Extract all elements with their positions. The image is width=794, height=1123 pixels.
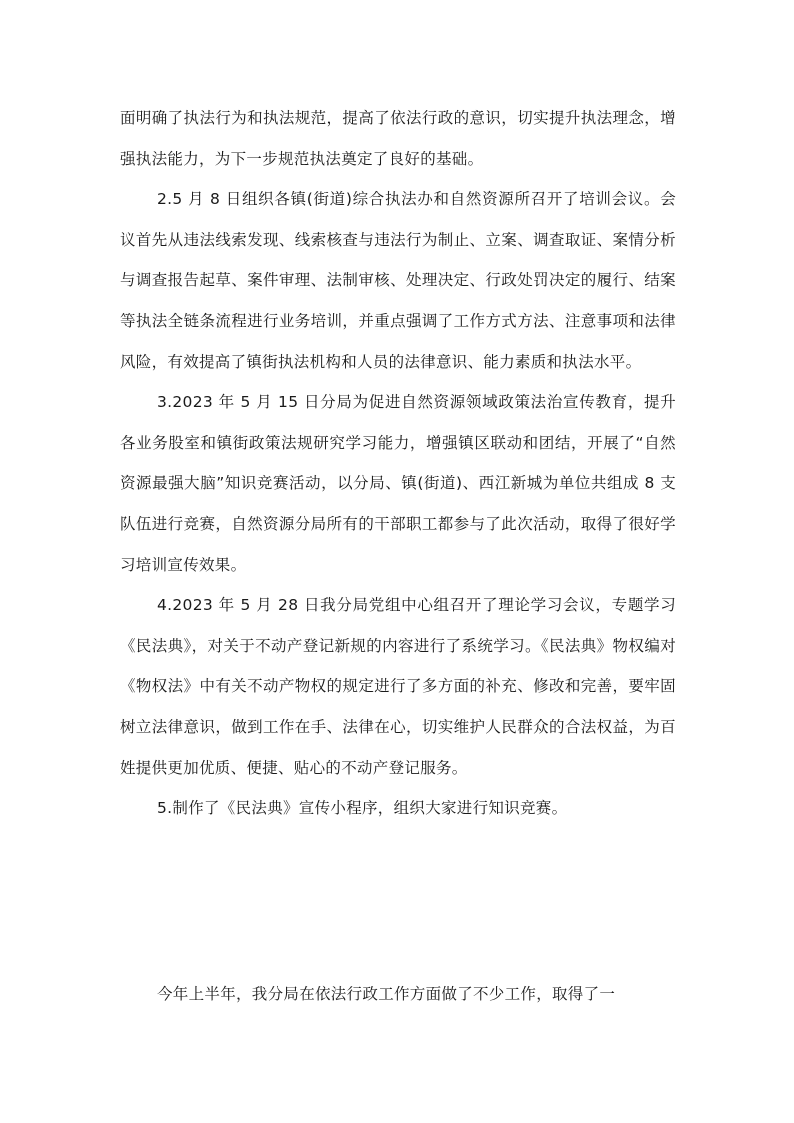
paragraph-item-3: 3.2023 年 5 月 15 日分局为促进自然资源领域政策法治宣传教育，提升各业务股室和镇街政策法规研究学习能力，增强镇区联动和团结，开展了“自然资源最强大脑”知识竞赛活动，以分局、镇(街道)、西江新城为单位共组成 8 支队伍进行竞赛，自然资源分局所有的干部职工都参与了此次活动，取得了很好学习培训宣传效果。 [120, 393, 676, 574]
paragraph-item-5: 5.制作了《民法典》宣传小程序，组织大家进行知识竞赛。 [157, 799, 568, 818]
closing-paragraph: 今年上半年，我分局在依法行政工作方面做了不少工作，取得了一 [157, 985, 616, 1003]
paragraph-continuation: 面明确了执法行为和执法规范，提高了依法行政的意识，切实提升执法理念，增强执法能力，为下一步规范执法奠定了良好的基础。 [120, 109, 676, 168]
paragraph-item-4: 4.2023 年 5 月 28 日我分局党组中心组召开了理论学习会议，专题学习《民法典》，对关于不动产登记新规的内容进行了系统学习。《民法典》物权编对《物权法》中有关不动产物权的规定进行了多方面的补充、修改和完善，要牢固树立法律意识，做到工作在手、法律在心，切实维护人民群众的合法权益，为百姓提供更加优质、便捷、贴心的不动产登记服务。 [120, 596, 676, 777]
paragraph-item-2: 2.5 月 8 日组织各镇(街道)综合执法办和自然资源所召开了培训会议。会议首先从违法线索发现、线索核查与违法行为制止、立案、调查取证、案情分析与调查报告起草、案件审理、法制审核、处理决定、行政处罚决定的履行、结案等执法全链条流程进行业务培训，并重点强调了工作方式方法、注意事项和法律风险，有效提高了镇街执法机构和人员的法律意识、能力素质和执法水平。 [120, 190, 676, 371]
document-body [120, 98, 676, 829]
closing-section [120, 974, 676, 1015]
